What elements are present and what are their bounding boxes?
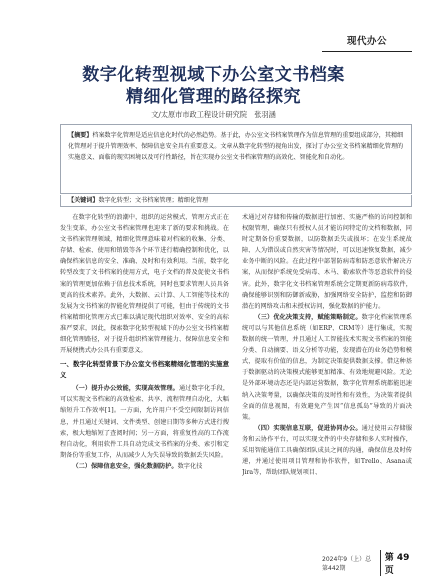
issue-info: 2024年9（上）总第442期 (322, 556, 372, 572)
point1-text: 通过数字化手段，可以实现文书档案的高效检索、共享、流程管理自动化，大幅缩短升工作效率[1]。一方面，允许用户不受空间限制访问信息，并且通过关键词、文件类型、创建日期等多种方式进行搜索，极大地缩短了查阅时间；另一方面，将重复性高的工作流程自动化，利用软件工具自动完成文书档案的分类、索引和定期备份等重复工作，从而减少人为失误导致的数据丢失风险。 (60, 385, 229, 459)
point4-paragraph (242, 423, 412, 478)
abstract-text: 档案数字化管理是适应信息化时代的必然趋势。基于此，办公室文书档案管理作为信息管理的重要组成部分，其精细化管理对于提升管理效率、保障信息安全具有重要意义。文章从数字化转型的视角出发，探讨了办公室文书档案精细化管理的实施意义、面临的现实困境以及可行性路径，旨在实现办公室文书档案管理的高效化、智能化和自动化。 (68, 132, 404, 161)
column-tag: 现代办公 (322, 32, 412, 52)
right-column (242, 212, 412, 547)
keywords-label: 【关键词】 (68, 197, 99, 204)
keywords-box (60, 195, 412, 207)
point1-label: （一）提升办公效能，实现高效管理。 (72, 385, 179, 393)
page-number: 第 49 页 (380, 550, 412, 576)
point3-paragraph (242, 312, 412, 423)
point3-text: 数字化档案管理系统可以与其他信息系统（如ERP、CRM等）进行集成，实现数据的统一管理，并且通过人工智能技术实现文书档案的智能分类、自动摘要、语义分析等功能，发现潜在的业务趋势和模式，提取有价值的信息，为制定决策提供数据支撑。借这种基于数据驱动的决策模式能够更加精准、有效地规避风险。无论是外部环境动态还是内部运营数据，数字化管理系统都能迅速纳入决策考量，以确保决策的及时性和有效性，为决策者提供全面的信息视图，有效避免产生因“信息孤岛”导致的片面决策。 (242, 313, 412, 421)
point3-label: （三）优化决策支持，赋能策略制定。 (254, 313, 362, 321)
point2-text: 数字化技 (177, 462, 203, 470)
keywords-text: 数字化转型；文书档案管理；精细化管理 (98, 197, 209, 204)
point4-label: （四）实现信息互联，促进协同办公。 (254, 424, 362, 432)
point2-label: （二）保障信息安全，强化数据防护。 (72, 462, 178, 470)
article-title-line2: 精细化管理的路径探究 (126, 87, 301, 107)
point2-paragraph (60, 461, 229, 472)
left-column (60, 212, 229, 547)
point1-paragraph (60, 383, 229, 461)
abstract-box (60, 124, 412, 194)
continued-paragraph: 术通过对存储和传输的数据进行加密、实施严格的访问控制和权限管理，确保只有授权人员才能访问特定的文档和数据，同时定期备份重要数据，以防数据丢失或损坏；在发生系统故障、人为错误或自然灾害等情况时，可以迅速恢复数据，减少业务中断的风险。在此过程中部署防病毒和防恶意软件解决方案，从而保护系统免受病毒、木马、勒索软件等恶意软件的侵害。此外，数字化文书档案管理系统会定期更新防病毒软件，确保能够识别和防御新威胁，加强网络安全防护，监控和防御潜在的网络攻击和未授权访问，强化数据的护能力。 (242, 214, 412, 310)
page-footer (322, 553, 412, 576)
author-line: 文/太原市市政工程设计研究院 张羽涵 (151, 110, 276, 119)
abstract-label: 【摘要】 (68, 132, 93, 139)
section-heading-1: 一、数字化转型背景下办公室文书档案精细化管理的实施意义 (60, 360, 229, 380)
point4-text: 通过使用云存储服务和云协作平台，可以实现文件的中央存储和多人实时操作，采用智能通信工具确保团队成员之间的沟通，确保信息及时传递，并通过使用项目管理和协作软件，如Trello、Asana或Jira等，帮助团队规划项目、 (242, 424, 412, 477)
intro-paragraph: 在数字化转型的浪潮中，组织的运营模式、管理方式正在发生变革，办公室文书档案管理也迎来了新的要求和挑战。在文书档案管理领域，精细化管理意味着对档案的收集、分类、存储、检索、使用和销毁等各个环节进行精确控制和优化，以确保档案信息的安全、准确、及时和有效利用。当前，数字化转型改变了文书档案的使用方式，电子文档的普及促使文书档案的管理更加依赖于信息技术系统，同时也要求管理人员具备更高的技术素养。此外，大数据、云计算、人工智能等技术的发展为文书档案的智能化管理提供了可能，但由于传统的文书档案精细化管理方式已难以满足现代组织对效率、安全的高标准严要求，因此，探索数字化转型视域下的办公室文书档案精细化管理路径，对于提升组织档案管理能力、保障信息安全和开展便携式办公具有重要意义。 (60, 214, 229, 355)
article-title-line1: 数字化转型视域下办公室文书档案 (82, 65, 345, 85)
